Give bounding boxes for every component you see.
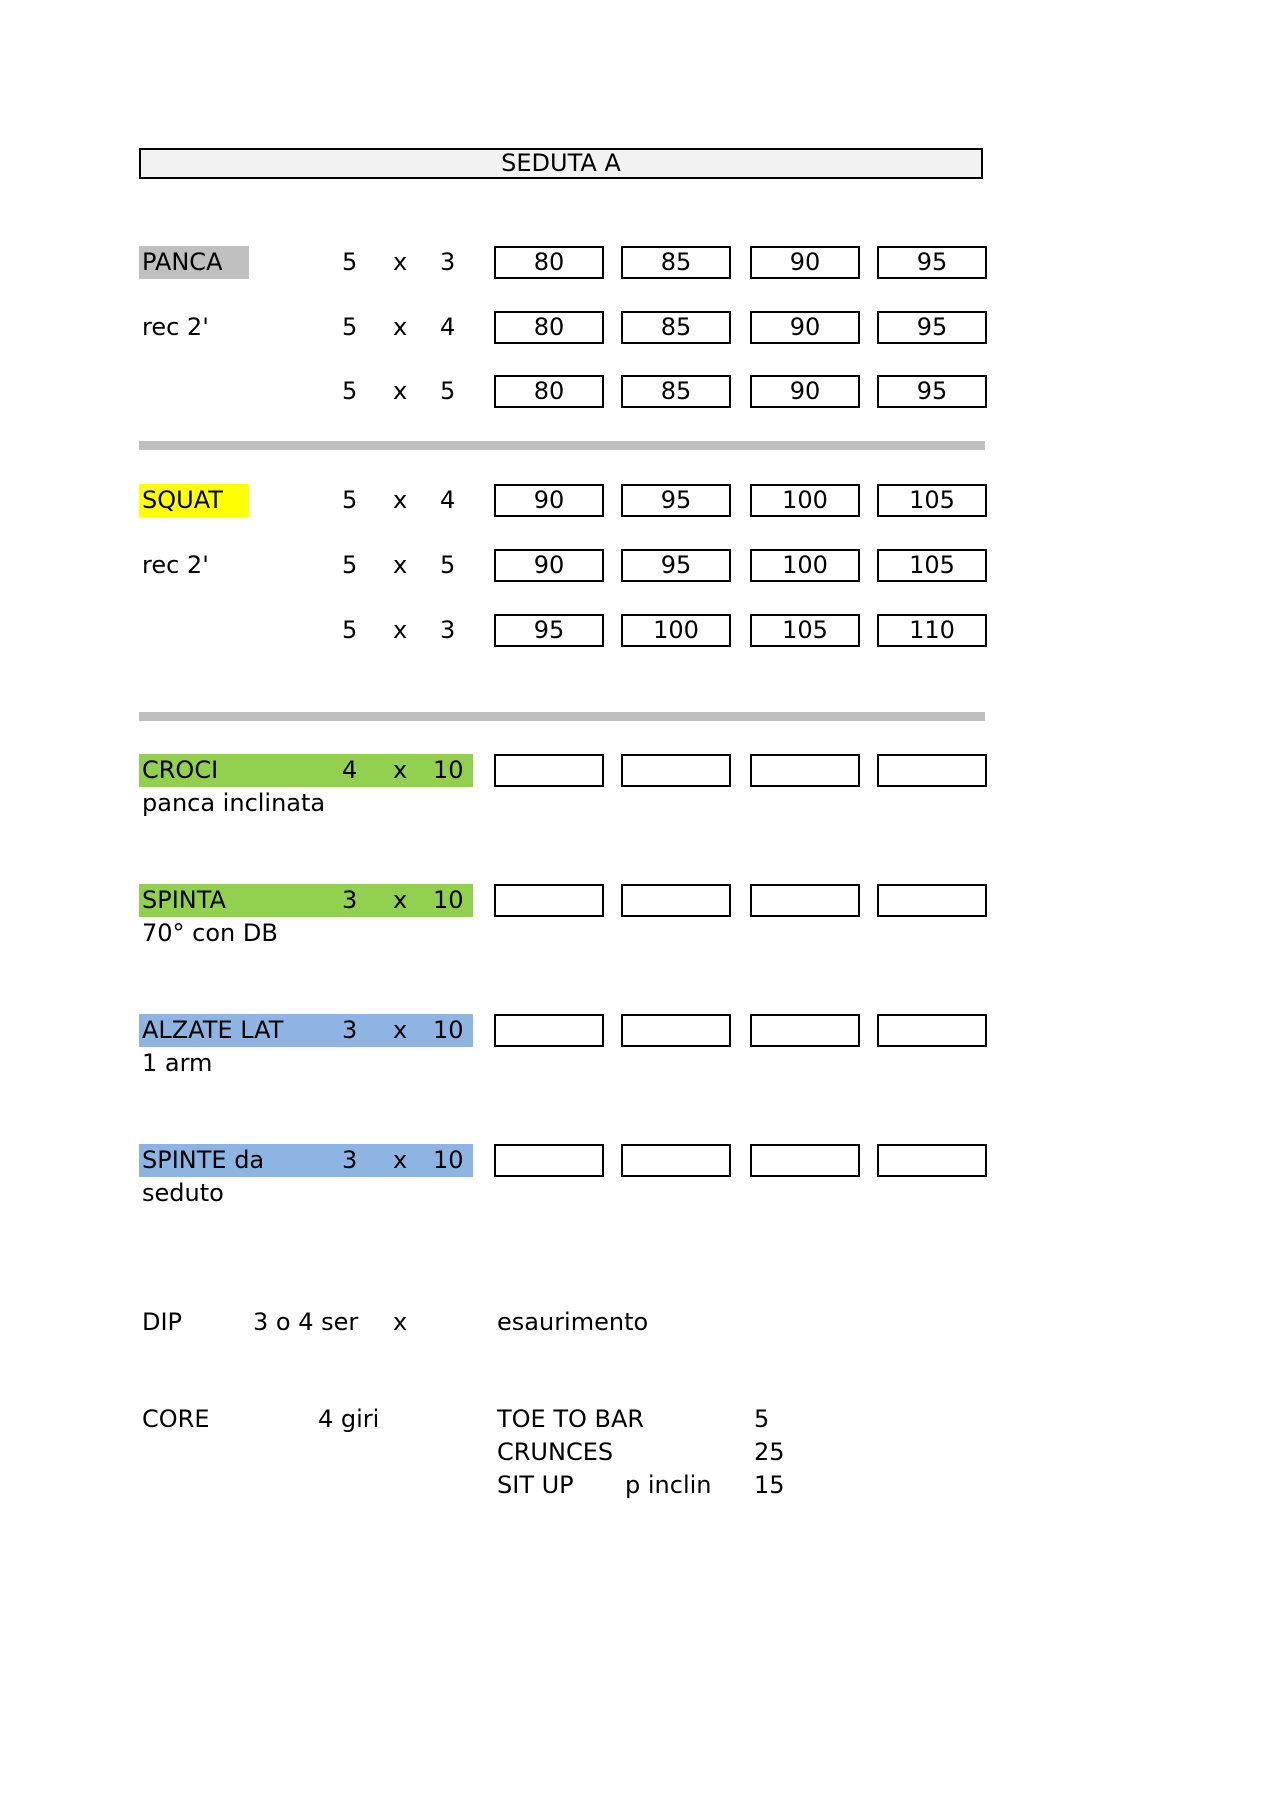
load-cell: 80 — [494, 375, 604, 408]
times-sign: x — [393, 886, 408, 914]
load-cell: 100 — [621, 614, 731, 647]
load-cell: 90 — [494, 484, 604, 517]
sets-count: 5 — [342, 248, 358, 276]
load-cell: 85 — [621, 375, 731, 408]
load-cell: 90 — [750, 375, 860, 408]
load-cell: 105 — [877, 549, 987, 582]
separator-line — [139, 712, 985, 721]
reps-count: 3 — [440, 616, 456, 644]
times-sign: x — [393, 1146, 408, 1174]
sets-count: 3 — [342, 886, 358, 914]
dip-times-sign: x — [393, 1308, 408, 1336]
load-cell: 100 — [750, 549, 860, 582]
load-cell: 110 — [877, 614, 987, 647]
load-cell: 100 — [750, 484, 860, 517]
core-item-value: 15 — [754, 1471, 785, 1499]
load-cell: 80 — [494, 246, 604, 279]
load-cell: 95 — [877, 311, 987, 344]
sets-count: 5 — [342, 551, 358, 579]
load-cell: 85 — [621, 311, 731, 344]
sets-count: 5 — [342, 313, 358, 341]
empty-load-cell — [494, 754, 604, 787]
empty-load-cell — [621, 1014, 731, 1047]
exercise-name-spinta: SPINTA — [142, 886, 226, 914]
times-sign: x — [393, 756, 408, 784]
empty-load-cell — [494, 884, 604, 917]
load-cell: 105 — [877, 484, 987, 517]
core-item-label: SIT UP — [497, 1471, 574, 1499]
separator-line — [139, 441, 985, 450]
empty-load-cell — [877, 884, 987, 917]
core-item-label: CRUNCES — [497, 1438, 614, 1466]
load-cell: 95 — [877, 375, 987, 408]
times-sign: x — [393, 1016, 408, 1044]
dip-name: DIP — [142, 1308, 183, 1336]
load-cell: 85 — [621, 246, 731, 279]
empty-load-cell — [621, 754, 731, 787]
empty-load-cell — [750, 1014, 860, 1047]
empty-load-cell — [494, 1144, 604, 1177]
empty-load-cell — [750, 1144, 860, 1177]
core-item-label: TOE TO BAR — [497, 1405, 645, 1433]
core-item-value: 25 — [754, 1438, 785, 1466]
load-cell: 90 — [494, 549, 604, 582]
load-cell: 95 — [621, 484, 731, 517]
times-sign: x — [393, 616, 408, 644]
empty-load-cell — [877, 1144, 987, 1177]
sets-count: 5 — [342, 486, 358, 514]
reps-count: 4 — [440, 486, 456, 514]
load-cell: 95 — [877, 246, 987, 279]
reps-count: 5 — [440, 551, 456, 579]
exercise-note: panca inclinata — [142, 789, 326, 817]
reps-count: 5 — [440, 377, 456, 405]
times-sign: x — [393, 248, 408, 276]
empty-load-cell — [621, 1144, 731, 1177]
session-title: SEDUTA A — [139, 148, 983, 179]
load-cell: 90 — [750, 246, 860, 279]
rest-label-panca: rec 2' — [142, 313, 209, 341]
load-cell: 95 — [621, 549, 731, 582]
empty-load-cell — [621, 884, 731, 917]
empty-load-cell — [877, 1014, 987, 1047]
core-item-value: 5 — [754, 1405, 770, 1433]
rest-label-squat: rec 2' — [142, 551, 209, 579]
reps-count: 10 — [433, 756, 464, 784]
core-name: CORE — [142, 1405, 210, 1433]
exercise-note: seduto — [142, 1179, 224, 1207]
empty-load-cell — [750, 754, 860, 787]
reps-count: 3 — [440, 248, 456, 276]
times-sign: x — [393, 377, 408, 405]
reps-count: 10 — [433, 886, 464, 914]
empty-load-cell — [750, 884, 860, 917]
core-item-extra: p inclin — [625, 1471, 712, 1499]
sets-count: 3 — [342, 1146, 358, 1174]
core-rounds: 4 giri — [318, 1405, 380, 1433]
empty-load-cell — [877, 754, 987, 787]
reps-count: 10 — [433, 1016, 464, 1044]
exercise-name-panca: PANCA — [142, 248, 223, 276]
exercise-note: 1 arm — [142, 1049, 213, 1077]
sets-count: 5 — [342, 616, 358, 644]
load-cell: 105 — [750, 614, 860, 647]
dip-sets: 3 o 4 ser — [253, 1308, 359, 1336]
reps-count: 10 — [433, 1146, 464, 1174]
times-sign: x — [393, 313, 408, 341]
sets-count: 4 — [342, 756, 358, 784]
times-sign: x — [393, 551, 408, 579]
exercise-name-croci: CROCI — [142, 756, 219, 784]
load-cell: 80 — [494, 311, 604, 344]
reps-count: 4 — [440, 313, 456, 341]
exercise-note: 70° con DB — [142, 919, 278, 947]
dip-reps: esaurimento — [497, 1308, 649, 1336]
sets-count: 3 — [342, 1016, 358, 1044]
exercise-name-spinte: SPINTE da — [142, 1146, 265, 1174]
exercise-name-alzate: ALZATE LAT — [142, 1016, 284, 1044]
times-sign: x — [393, 486, 408, 514]
load-cell: 95 — [494, 614, 604, 647]
sets-count: 5 — [342, 377, 358, 405]
exercise-name-squat: SQUAT — [142, 486, 223, 514]
load-cell: 90 — [750, 311, 860, 344]
empty-load-cell — [494, 1014, 604, 1047]
